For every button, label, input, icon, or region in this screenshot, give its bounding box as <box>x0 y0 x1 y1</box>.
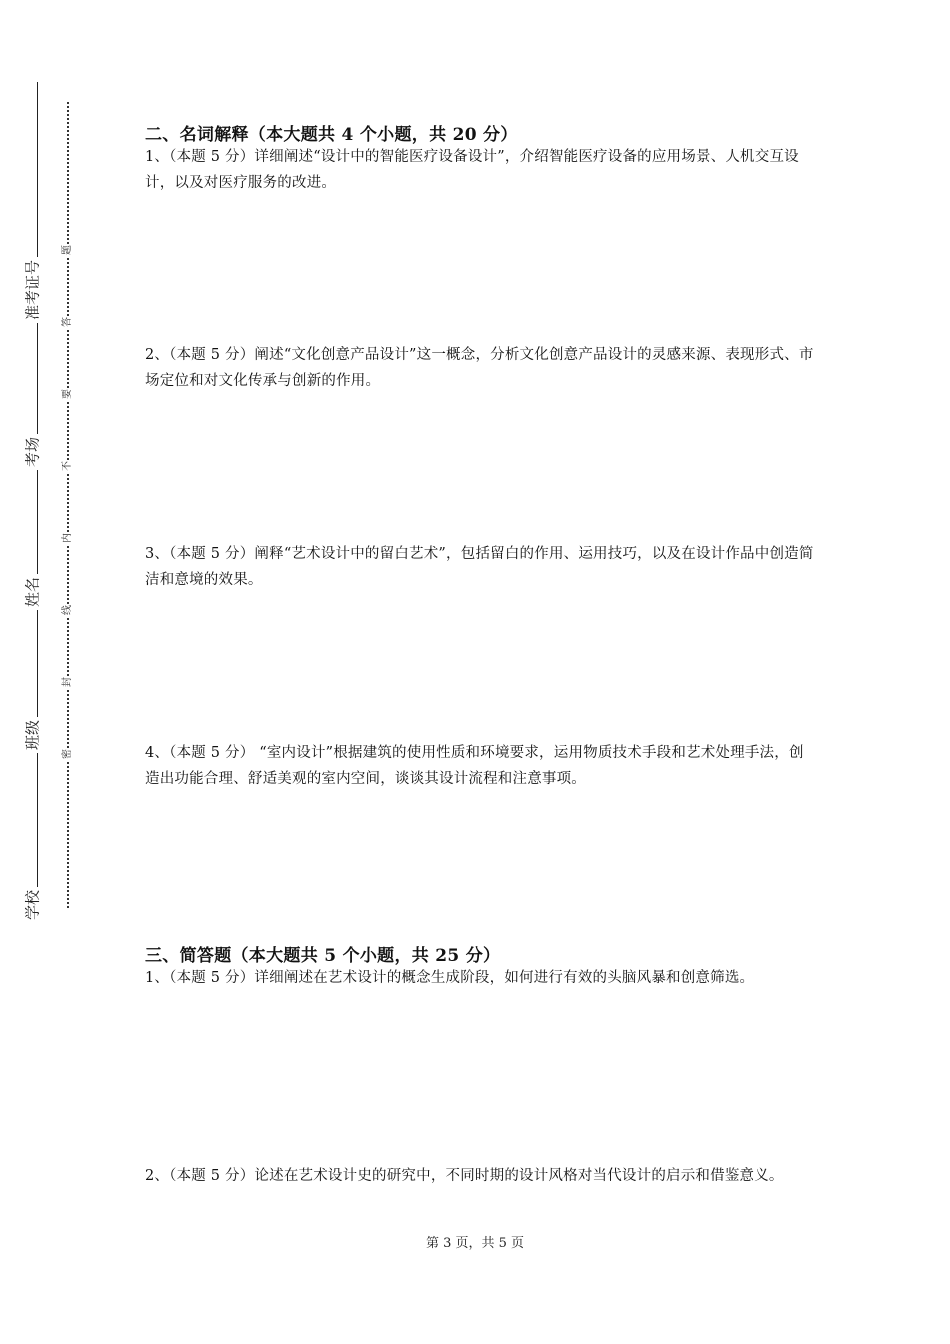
seal-char: 不 <box>62 461 73 471</box>
field-label-name: 姓名 <box>24 574 43 610</box>
binding-line <box>37 82 38 922</box>
page-number: 第 3 页，共 5 页 <box>425 1236 525 1251</box>
seal-char: 答 <box>62 317 73 327</box>
field-label-exam-room: 考场 <box>24 434 43 470</box>
question-short-answer-2: 2、（本题 5 分）论述在艺术设计史的研究中，不同时期的设计风格对当代设计的启示和借鉴意义。 <box>145 1168 784 1184</box>
seal-char: 封 <box>62 677 73 687</box>
field-label-exam-number: 准考证号 <box>24 257 43 323</box>
seal-char: 题 <box>62 245 73 255</box>
seal-char: 线 <box>62 605 73 615</box>
question-terms-2: 2、（本题 5 分）阐述“文化创意产品设计”这一概念，分析文化创意产品设计的灵感来源、表现形式、市场定位和对文化传承与创新的作用。 <box>145 347 814 389</box>
field-label-class: 班级 <box>24 717 43 753</box>
seal-char: 要 <box>62 389 73 399</box>
seal-char: 密 <box>62 749 73 759</box>
question-terms-3: 3、（本题 5 分）阐释“艺术设计中的留白艺术”，包括留白的作用、运用技巧，以及在设计作品中创造简洁和意境的效果。 <box>145 546 814 588</box>
section-title-short-answer: 三、简答题（本大题共 5 个小题，共 25 分） <box>145 946 501 966</box>
section-title-terms: 二、名词解释（本大题共 4 个小题，共 20 分） <box>145 125 518 145</box>
question-short-answer-1: 1、（本题 5 分）详细阐述在艺术设计的概念生成阶段，如何进行有效的头脑风暴和创意筛选。 <box>145 970 755 986</box>
question-terms-1: 1、（本题 5 分）详细阐述“设计中的智能医疗设备设计”，介绍智能医疗设备的应用场景、人机交互设计，以及对医疗服务的改进。 <box>145 149 799 191</box>
question-terms-4: 4、（本题 5 分） “室内设计”根据建筑的使用性质和环境要求，运用物质技术手段和艺术处理手法，创造出功能合理、舒适美观的室内空间，谈谈其设计流程和注意事项。 <box>145 745 804 787</box>
field-label-school: 学校 <box>24 887 43 923</box>
seal-char: 内 <box>62 533 73 543</box>
seal-dotted-line <box>67 102 69 908</box>
